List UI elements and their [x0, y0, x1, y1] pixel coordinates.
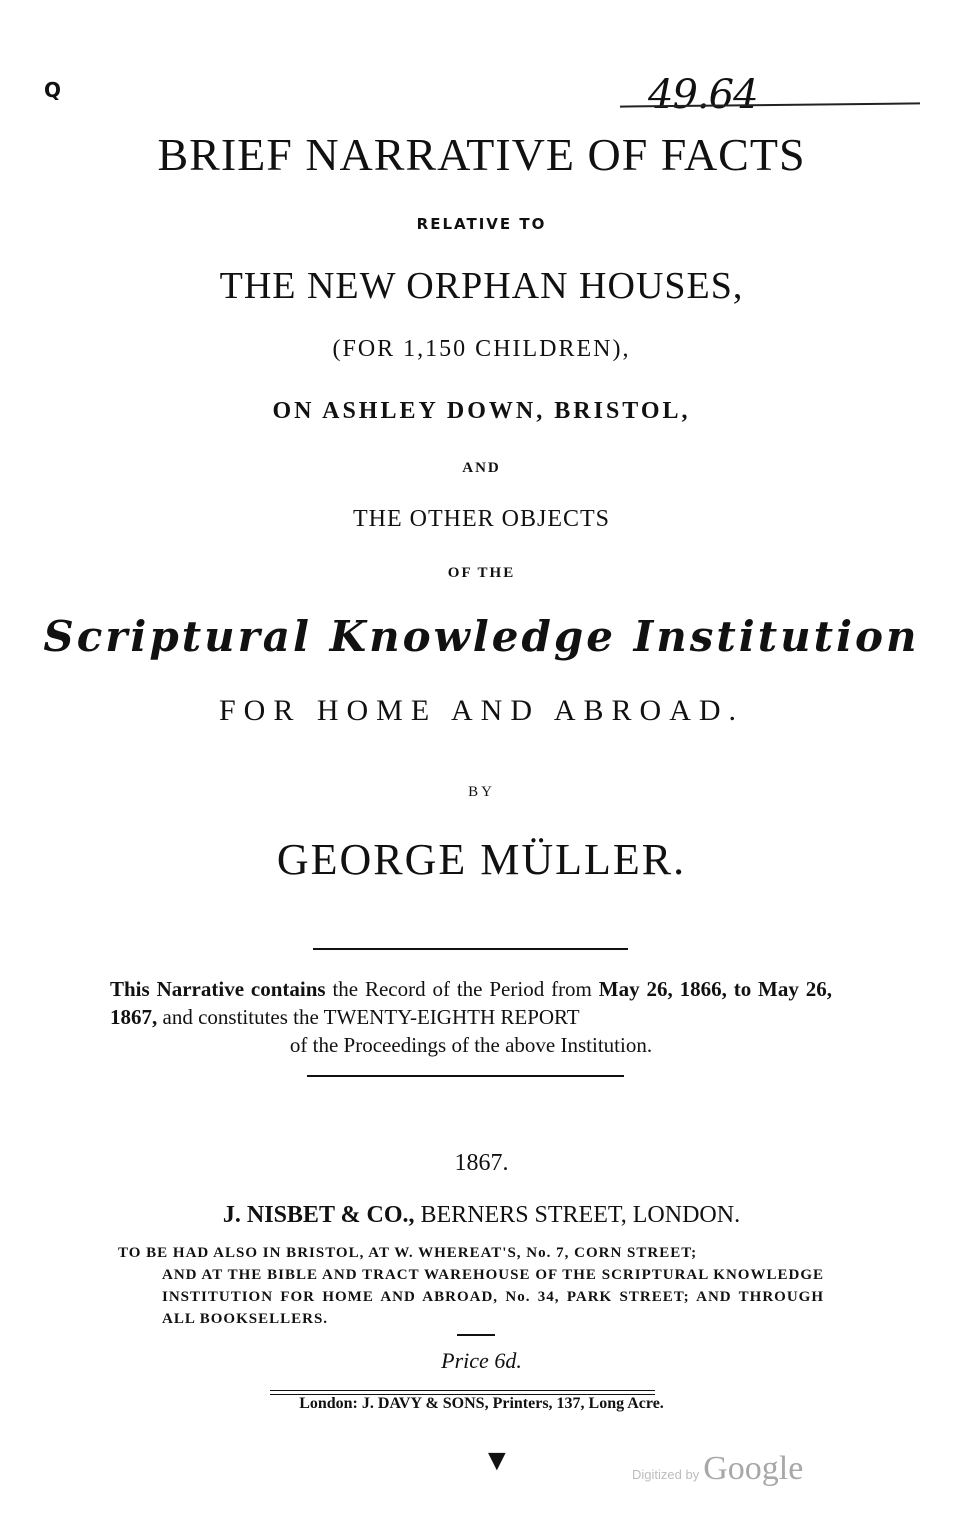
distribution-continuation: AND AT THE BIBLE AND TRACT WAREHOUSE OF THE SCRIPTURAL KNOWLEDGE INSTITUTION FOR HOME AND ABROAD, No. 34, PARK STREET; AND THROUGH ALL BOOKSELLERS.	[162, 1267, 824, 1327]
divider-rule	[270, 1390, 655, 1391]
price-line: Price 6d.	[441, 1348, 522, 1373]
publisher-line	[0, 1202, 963, 1229]
children-count-line: (FOR 1,150 CHILDREN),	[332, 336, 631, 362]
author-name: GEORGE MÜLLER.	[276, 835, 687, 884]
handwritten-shelf-number: 49.64	[648, 72, 758, 118]
narrative-part-d: and constitutes the	[157, 1005, 324, 1029]
narrative-part-e: TWENTY-EIGHTH REPORT	[323, 1005, 580, 1029]
of-the-line: OF THE	[447, 565, 516, 581]
narrative-part-b: the Record of the Period from	[325, 977, 599, 1001]
orphan-houses-line: THE NEW ORPHAN HOUSES,	[219, 265, 744, 307]
divider-rule	[313, 948, 628, 950]
relative-to-line: RELATIVE TO	[416, 215, 547, 233]
digitization-watermark	[632, 1450, 803, 1488]
watermark-logo: Google	[703, 1450, 804, 1487]
by-line: BY	[468, 784, 495, 800]
location-line: ON ASHLEY DOWN, BRISTOL,	[272, 398, 691, 424]
distribution-note	[118, 1242, 824, 1330]
narrative-part-a: This Narrative contains	[110, 977, 326, 1001]
distribution-first-line: TO BE HAD ALSO IN BRISTOL, AT W. WHEREAT'S, No. 7, CORN STREET;	[118, 1245, 698, 1261]
narrative-part-c: May 26, 1866, to May 26, 1867,	[110, 977, 833, 1029]
publication-year: 1867.	[454, 1150, 509, 1176]
narrative-description	[110, 975, 832, 1059]
publisher-name: J. NISBET & CO.,	[222, 1202, 415, 1228]
printer-line: London: J. DAVY & SONS, Printers, 137, Long Acre.	[299, 1395, 664, 1412]
printer-ornament-icon: ▼	[482, 1444, 512, 1477]
watermark-prefix: Digitized by	[632, 1467, 700, 1482]
divider-rule	[457, 1334, 495, 1336]
institution-name: Scriptural Knowledge Institution	[43, 612, 920, 661]
main-title: BRIEF NARRATIVE OF FACTS	[157, 129, 806, 180]
divider-rule	[307, 1075, 624, 1077]
library-stamp-mark: Q	[44, 78, 62, 102]
home-abroad-line: FOR HOME AND ABROAD.	[218, 694, 745, 727]
other-objects-line: THE OTHER OBJECTS	[353, 506, 610, 532]
and-line: AND	[462, 460, 501, 476]
narrative-part-f: of the Proceedings of the above Institution.	[289, 1033, 653, 1057]
publisher-address: BERNERS STREET, LONDON.	[414, 1202, 741, 1228]
